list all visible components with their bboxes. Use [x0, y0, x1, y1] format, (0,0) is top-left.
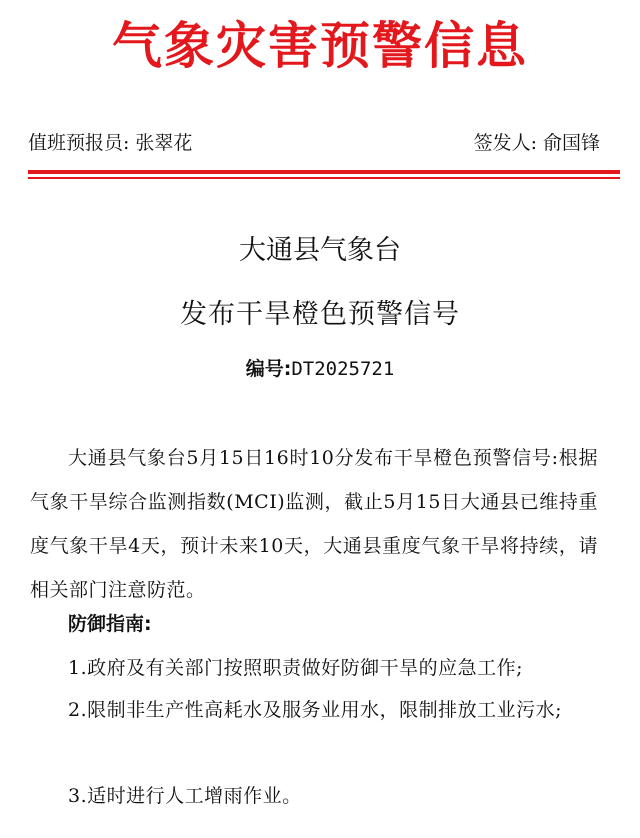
- red-divider-thick: [28, 170, 620, 174]
- document-meta: [28, 128, 600, 158]
- issuer-label: 签发人:: [473, 132, 537, 154]
- duty-forecaster-label: 值班预报员:: [28, 132, 130, 154]
- banner-title: 气象灾害预警信息: [112, 17, 528, 75]
- document-number-value: DT2025721: [291, 358, 395, 380]
- duty-forecaster-name: 张翠花: [135, 132, 193, 154]
- warning-body-paragraph: 大通县气象台5月15日16时10分发布干旱橙色预警信号:根据气象干旱综合监测指数(MCI)监测，截止5月15日大通县已维持重度气象干旱4天，预计未来10天，大通县重度气象干旱将持续，请相关部门注意防范。: [30, 447, 598, 601]
- issuer-name: 俞国锋: [542, 132, 600, 154]
- defense-guide-item: 1.政府及有关部门按照职责做好防御干旱的应急工作;: [68, 657, 524, 679]
- red-divider-thin: [28, 177, 620, 179]
- document-number: [0, 354, 640, 381]
- issuer: [474, 128, 600, 155]
- issuing-office-title: 大通县气象台: [239, 235, 401, 266]
- duty-forecaster: [28, 128, 192, 155]
- defense-guide-item: 3.适时进行人工增雨作业。: [68, 785, 302, 807]
- defense-guide-title: 防御指南:: [68, 613, 152, 635]
- document-number-label: 编号:: [245, 358, 292, 380]
- defense-guide-item: 2.限制非生产性高耗水及服务业用水，限制排放工业污水;: [68, 699, 563, 721]
- warning-signal-title: 发布干旱橙色预警信号: [180, 299, 460, 330]
